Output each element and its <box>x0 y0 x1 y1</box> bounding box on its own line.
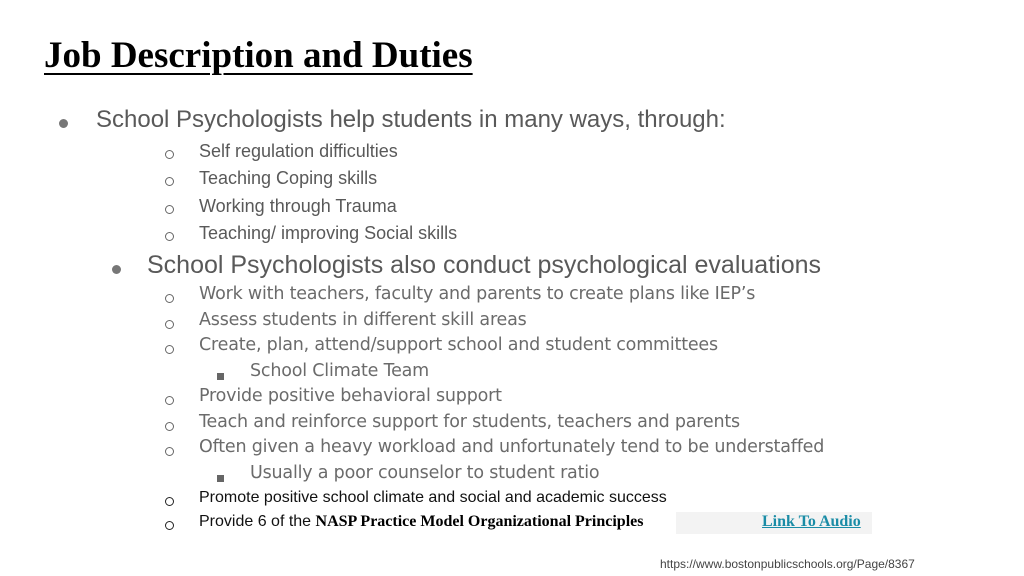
audio-link[interactable]: Link To Audio <box>762 513 861 530</box>
hollow-bullet-icon <box>165 290 174 308</box>
hollow-bullet-icon <box>165 146 174 164</box>
hollow-bullet-icon <box>165 517 174 535</box>
section1-item: Teaching/ improving Social skills <box>199 223 458 243</box>
nasp-principles: NASP Practice Model Organizational Principles <box>315 513 644 530</box>
hollow-bullet-icon <box>165 228 174 246</box>
hollow-bullet-icon <box>165 493 174 511</box>
hollow-bullet-icon <box>165 418 174 436</box>
section1-item: Teaching Coping skills <box>199 168 378 188</box>
section2-subitem: Usually a poor counselor to student ratio <box>250 463 600 483</box>
hollow-bullet-icon <box>165 201 174 219</box>
section2-subitem: School Climate Team <box>250 361 430 381</box>
disc-bullet-icon <box>59 115 68 133</box>
section2-heading: School Psychologists also conduct psychological evaluations <box>147 251 821 279</box>
source-url: https://www.bostonpublicschools.org/Page/8367 <box>660 557 915 571</box>
nasp-item <box>199 513 643 531</box>
hollow-bullet-icon <box>165 392 174 410</box>
section2-item: Promote positive school climate and social and academic success <box>199 489 667 506</box>
section2-item: Work with teachers, faculty and parents to create plans like IEP’s <box>199 284 756 304</box>
section1-item: Working through Trauma <box>199 196 397 216</box>
hollow-bullet-icon <box>165 443 174 461</box>
hollow-bullet-icon <box>165 316 174 334</box>
square-bullet-icon <box>217 367 224 385</box>
section1-heading: School Psychologists help students in many ways, through: <box>96 106 726 133</box>
section2-item: Provide positive behavioral support <box>199 386 502 406</box>
section1-item: Self regulation difficulties <box>199 141 398 161</box>
section2-item: Assess students in different skill areas <box>199 310 527 330</box>
slide-title: Job Description and Duties <box>44 35 473 76</box>
square-bullet-icon <box>217 469 224 487</box>
section2-item: Teach and reinforce support for students, teachers and parents <box>199 412 740 432</box>
disc-bullet-icon <box>112 261 121 279</box>
section2-item: Often given a heavy workload and unfortunately tend to be understaffed <box>199 437 825 457</box>
section2-item: Create, plan, attend/support school and student committees <box>199 335 718 355</box>
hollow-bullet-icon <box>165 341 174 359</box>
nasp-prefix: Provide 6 of the <box>199 513 316 530</box>
hollow-bullet-icon <box>165 173 174 191</box>
